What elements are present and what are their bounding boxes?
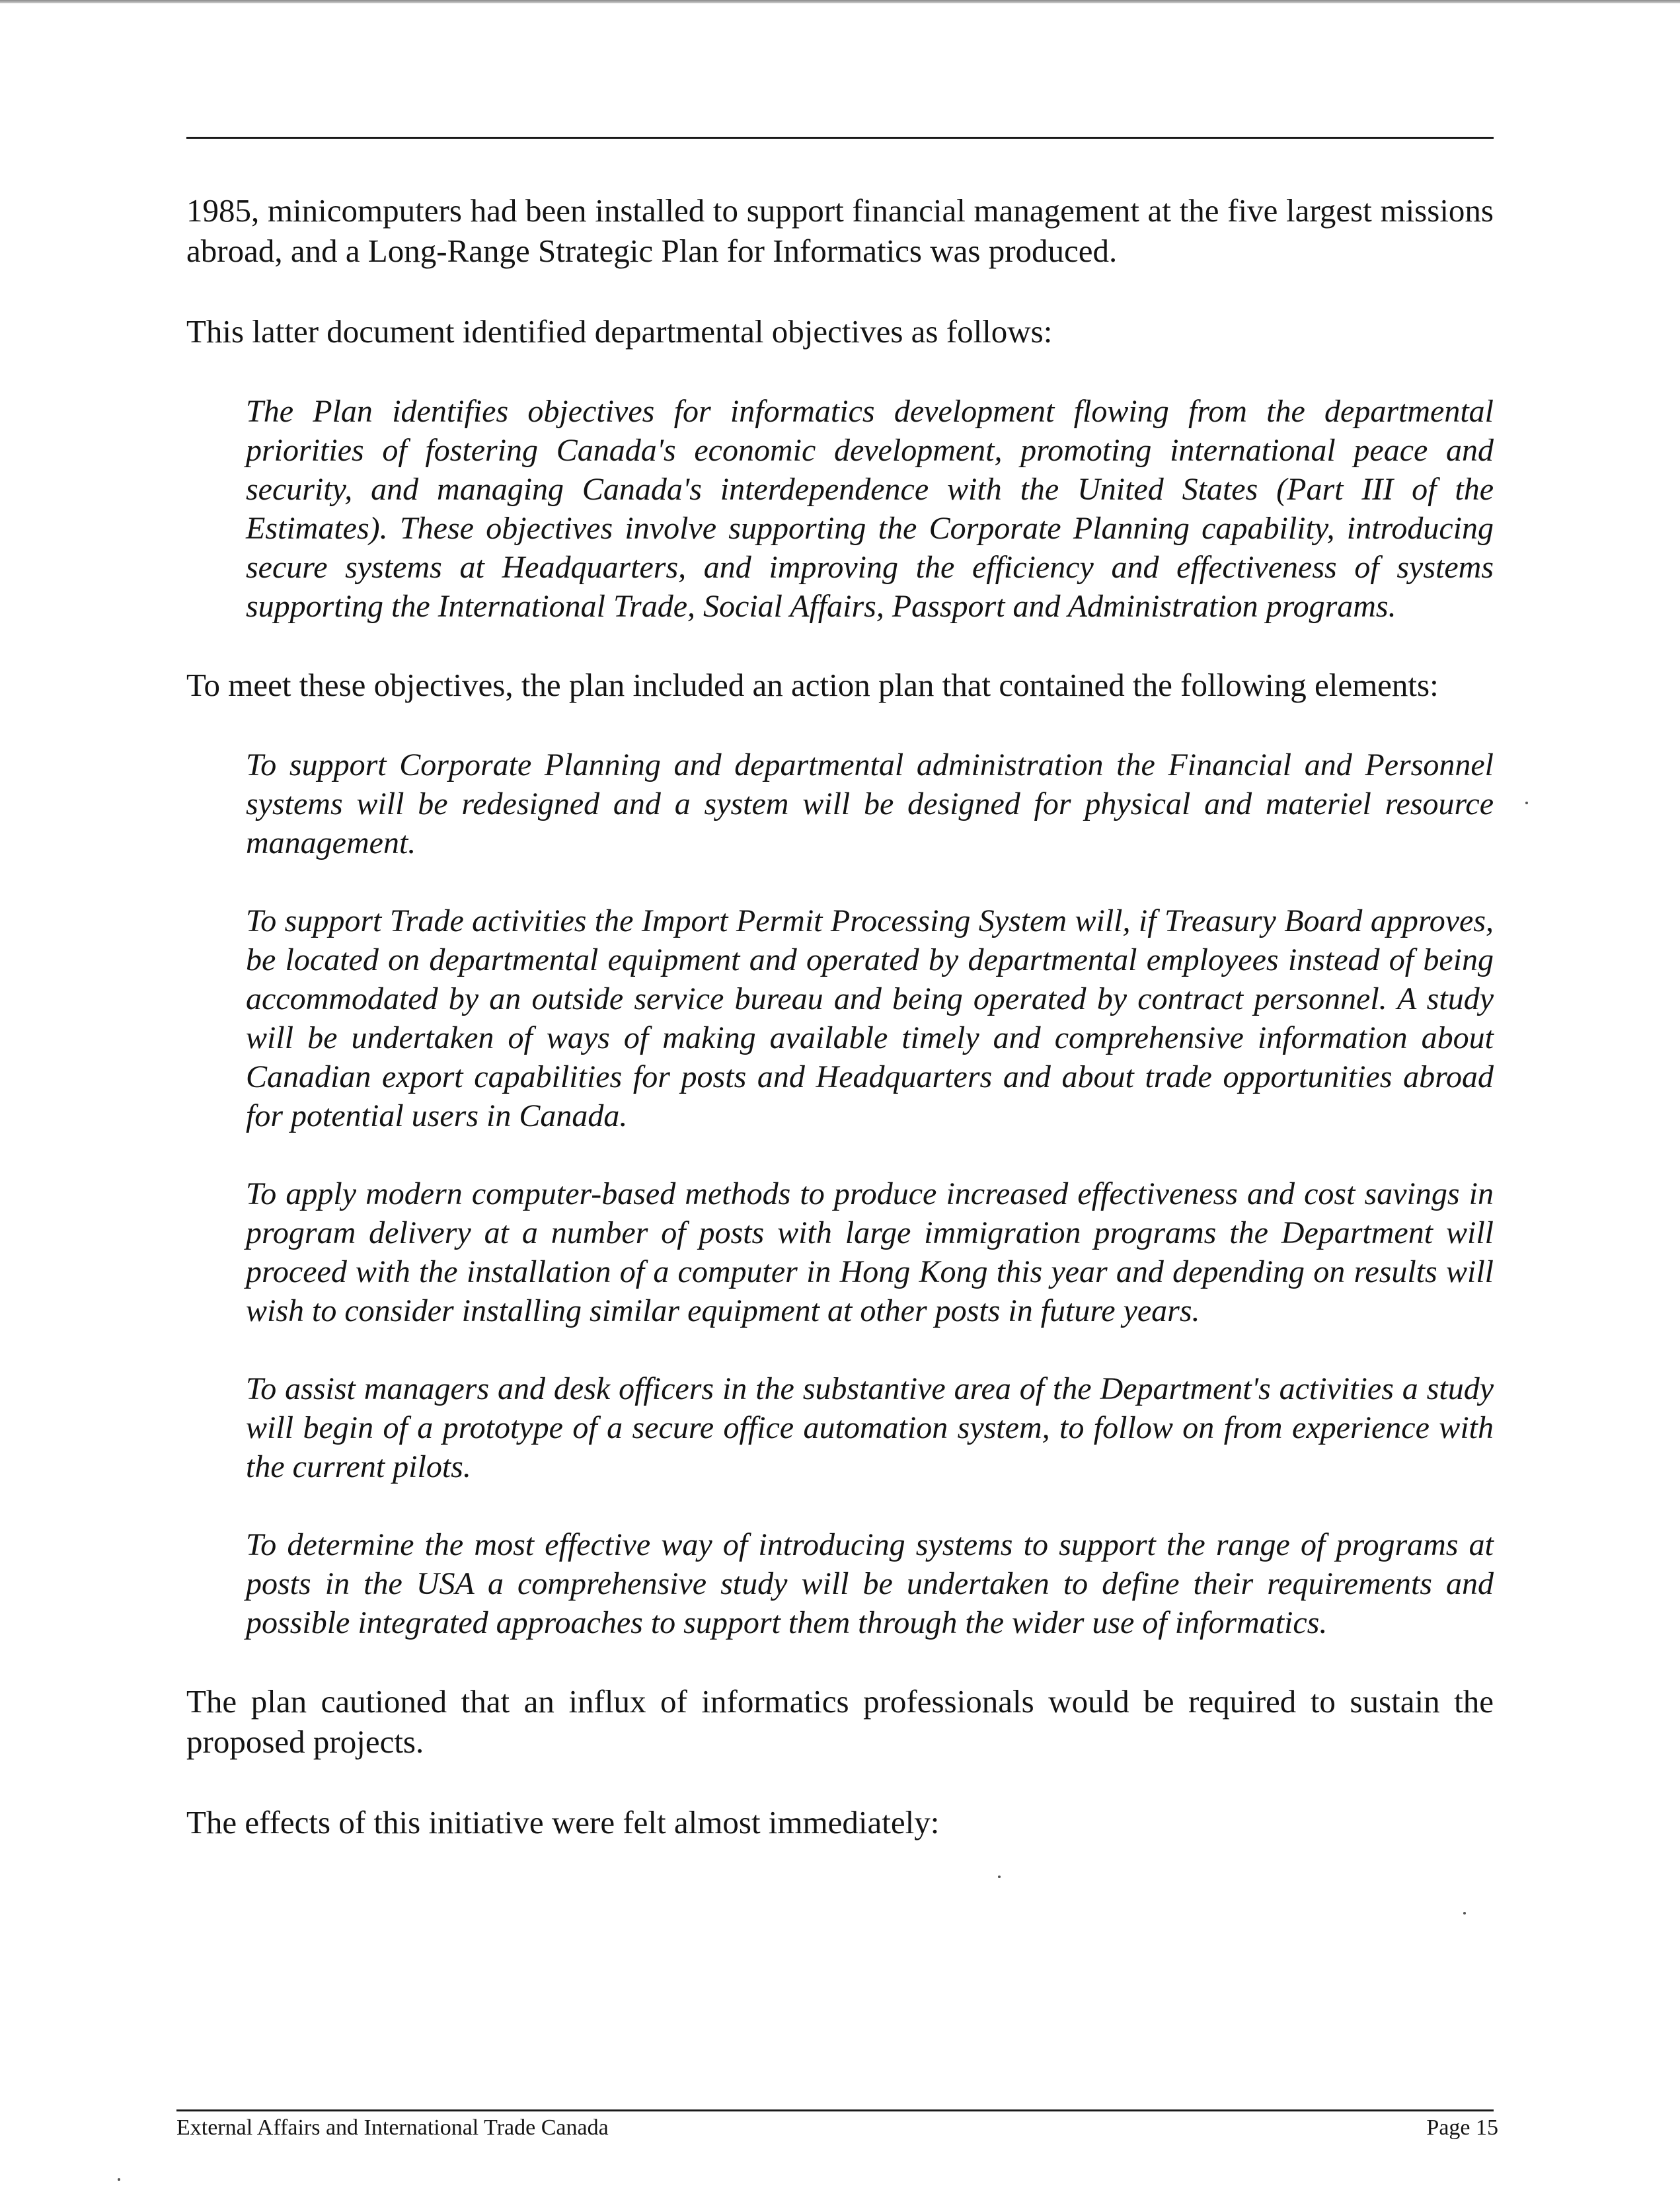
scan-speck xyxy=(998,1876,1001,1878)
quoted-action-item: To assist managers and desk officers in the substantive area of the Department's activities a study will begin of a prototype of a secure office automation system, to follow on from experience with the current pilots. xyxy=(246,1371,1494,1484)
page-number: Page 15 xyxy=(1426,2115,1498,2140)
scan-speck xyxy=(1525,802,1528,804)
quoted-action-item: To support Trade activities the Import Permit Processing System will, if Treasury Board approves, be located on departmental equipment and operated by departmental employees instead of being accommodated by an outside service bureau and being operated by contract personnel. A study will be undertaken of ways of making available timely and comprehensive information about Canadian export capabilities for posts and Headquarters and about trade opportunities abroad for potential users in Canada. xyxy=(246,903,1494,1133)
footer-organization: External Affairs and International Trade Canada xyxy=(176,2115,609,2140)
footer-rule xyxy=(176,2109,1494,2111)
body-paragraph: To meet these objectives, the plan included an action plan that contained the following elements: xyxy=(186,667,1439,703)
quoted-action-item: To determine the most effective way of introducing systems to support the range of programs at posts in the USA a comprehensive study will be undertaken to define their requirements and possible integrated approaches to support them through the wider use of informatics. xyxy=(246,1527,1494,1640)
scan-speck xyxy=(118,2178,120,2181)
scan-edge xyxy=(0,0,1680,3)
body-paragraph: The plan cautioned that an influx of informatics professionals would be required to sustain the proposed projects. xyxy=(186,1683,1494,1760)
quoted-objectives: The Plan identifies objectives for informatics development flowing from the departmental priorities of fostering Canada's economic development, promoting international peace and security, and managing Canada's interdependence with the United States (Part III of the Estimates). These objectives involve supporting the Corporate Planning capability, introducing secure systems at Headquarters, and improving the efficiency and effectiveness of systems supporting the International Trade, Social Affairs, Passport and Administration programs. xyxy=(246,394,1494,624)
quoted-action-item: To support Corporate Planning and departmental administration the Financial and Personnel systems will be redesigned and a system will be designed for physical and materiel resource management. xyxy=(246,747,1494,860)
scan-speck xyxy=(1463,1912,1466,1915)
page-body xyxy=(186,190,1494,1883)
body-paragraph: This latter document identified departmental objectives as follows: xyxy=(186,313,1053,350)
quoted-action-item: To apply modern computer-based methods to produce increased effectiveness and cost savings in program delivery at a number of posts with large immigration programs the Department will proceed with the installation of a computer in Hong Kong this year and depending on results will wish to consider installing similar equipment at other posts in future years. xyxy=(246,1176,1494,1328)
body-paragraph: The effects of this initiative were felt almost immediately: xyxy=(186,1804,940,1840)
body-paragraph: 1985, minicomputers had been installed to support financial management at the five largest missions abroad, and a Long-Range Strategic Plan for Informatics was produced. xyxy=(186,192,1494,269)
header-rule xyxy=(186,137,1494,139)
